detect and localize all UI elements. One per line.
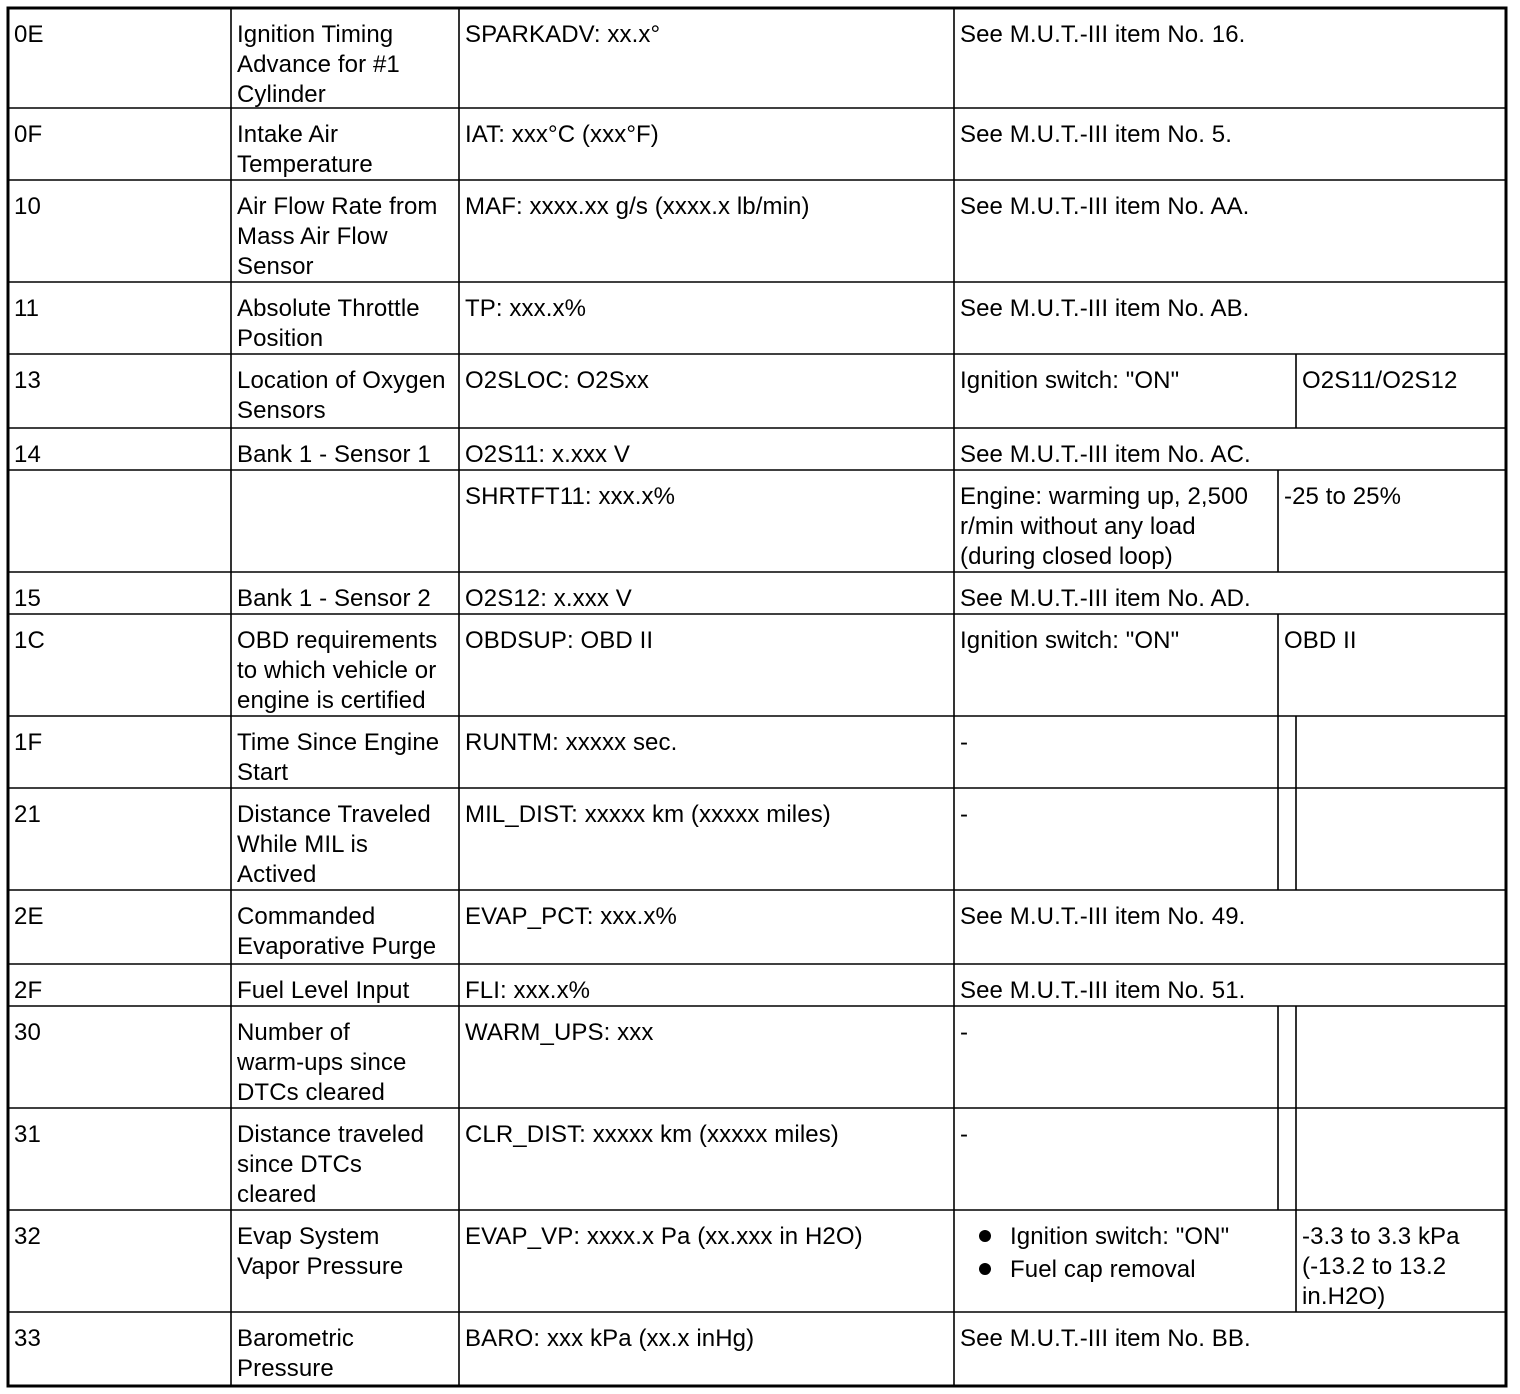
row-id-cell: 1F <box>14 729 43 756</box>
check-condition-cell: - <box>960 729 969 756</box>
data-display-cell: O2S11: x.xxx V <box>465 441 631 468</box>
data-display-cell: O2SLOC: O2Sxx <box>465 367 650 394</box>
check-condition-cell: Ignition switch: "ON" <box>960 367 1180 394</box>
check-conditions-cell <box>954 1210 1296 1312</box>
row-id-cell: 2F <box>14 977 43 1004</box>
data-display-cell: TP: xxx.x% <box>465 295 587 322</box>
data-display-cell: MIL_DIST: xxxxx km (xxxxx miles) <box>465 801 831 828</box>
item-name-cell: Ignition Timing Advance for #1 Cylinder <box>237 21 400 108</box>
item-name-cell: Distance traveled since DTCs cleared <box>237 1121 425 1208</box>
item-name-cell: Commanded Evaporative Purge <box>237 903 437 960</box>
row-id-cell: 0F <box>14 121 43 148</box>
item-name-cell: Absolute Throttle Position <box>237 295 420 352</box>
check-condition-cell: See M.U.T.-III item No. AD. <box>960 585 1251 612</box>
check-condition-cell: - <box>960 1121 969 1148</box>
item-name-cell <box>231 470 459 572</box>
data-display-cell: OBDSUP: OBD II <box>465 627 654 654</box>
data-display-cell: SPARKADV: xx.x° <box>465 21 661 48</box>
normal-condition-cell: -3.3 to 3.3 kPa (-13.2 to 13.2 in.H2O) <box>1302 1223 1460 1310</box>
check-condition-cell: Engine: warming up, 2,500 r/min without any load (during closed loop) <box>960 483 1249 570</box>
data-display-cell: BARO: xxx kPa (xx.x inHg) <box>465 1325 755 1352</box>
row-id-cell: 10 <box>14 193 41 220</box>
data-display-cell: WARM_UPS: xxx <box>465 1019 654 1046</box>
item-name-cell: Air Flow Rate from Mass Air Flow Sensor <box>237 193 438 280</box>
item-name-cell: Fuel Level Input <box>237 977 410 1004</box>
row-id-cell: 13 <box>14 367 41 394</box>
item-name-cell: Time Since Engine Start <box>237 729 440 786</box>
check-condition-cell: See M.U.T.-III item No. 49. <box>960 903 1246 930</box>
normal-condition-cell: O2S11/O2S12 <box>1302 367 1458 394</box>
item-name-cell: Distance Traveled While MIL is Actived <box>237 801 431 888</box>
check-condition-cell: See M.U.T.-III item No. AC. <box>960 441 1251 468</box>
row-id-cell: 1C <box>14 627 45 654</box>
item-name-cell: OBD requirements to which vehicle or engine is certified <box>237 627 438 714</box>
data-display-cell: FLI: xxx.x% <box>465 977 591 1004</box>
check-condition-item <box>954 1222 1229 1252</box>
item-name-cell: Number of warm-ups since DTCs cleared <box>237 1019 407 1106</box>
check-condition-cell: - <box>960 801 969 828</box>
check-condition-text: Fuel cap removal <box>1010 1256 1196 1283</box>
bullet-icon <box>979 1263 991 1275</box>
data-display-cell: CLR_DIST: xxxxx km (xxxxx miles) <box>465 1121 839 1148</box>
row-id-cell: 2E <box>14 903 44 930</box>
item-name-cell: Bank 1 - Sensor 1 <box>237 441 431 468</box>
row-id-cell <box>8 470 231 572</box>
check-condition-cell: See M.U.T.-III item No. AA. <box>960 193 1250 220</box>
check-condition-cell: See M.U.T.-III item No. 16. <box>960 21 1246 48</box>
row-id-cell: 0E <box>14 21 44 48</box>
check-condition-cell: Ignition switch: "ON" <box>960 627 1180 654</box>
row-id-cell: 32 <box>14 1223 41 1250</box>
data-display-cell: MAF: xxxx.xx g/s (xxxx.x lb/min) <box>465 193 810 220</box>
bullet-icon <box>979 1230 991 1242</box>
item-name-cell: Location of Oxygen Sensors <box>237 367 446 424</box>
check-condition-cell: See M.U.T.-III item No. AB. <box>960 295 1250 322</box>
data-display-cell: EVAP_PCT: xxx.x% <box>465 903 677 930</box>
check-condition-cell: See M.U.T.-III item No. BB. <box>960 1325 1251 1352</box>
check-condition-item <box>954 1255 1196 1285</box>
item-name-cell: Bank 1 - Sensor 2 <box>237 585 431 612</box>
row-id-cell: 30 <box>14 1019 41 1046</box>
row-id-cell: 14 <box>14 441 41 468</box>
check-condition-cell: See M.U.T.-III item No. 5. <box>960 121 1233 148</box>
row-id-cell: 15 <box>14 585 41 612</box>
check-condition-cell: See M.U.T.-III item No. 51. <box>960 977 1246 1004</box>
item-name-cell: Barometric Pressure <box>237 1325 355 1382</box>
row-id-cell: 21 <box>14 801 41 828</box>
item-name-cell: Intake Air Temperature <box>237 121 373 178</box>
data-display-cell: IAT: xxx°C (xxx°F) <box>465 121 659 148</box>
data-display-cell: SHRTFT11: xxx.x% <box>465 483 676 510</box>
check-condition-text: Ignition switch: "ON" <box>1010 1223 1230 1250</box>
row-id-cell: 33 <box>14 1325 41 1352</box>
normal-condition-cell: -25 to 25% <box>1284 483 1402 510</box>
row-id-cell: 11 <box>14 295 40 322</box>
data-display-cell: EVAP_VP: xxxx.x Pa (xx.xxx in H2O) <box>465 1223 863 1250</box>
normal-condition-cell: OBD II <box>1284 627 1357 654</box>
row-id-cell: 31 <box>14 1121 41 1148</box>
data-display-cell: RUNTM: xxxxx sec. <box>465 729 678 756</box>
data-display-cell: O2S12: x.xxx V <box>465 585 632 612</box>
check-condition-cell: - <box>960 1019 969 1046</box>
item-name-cell: Evap System Vapor Pressure <box>237 1223 404 1280</box>
